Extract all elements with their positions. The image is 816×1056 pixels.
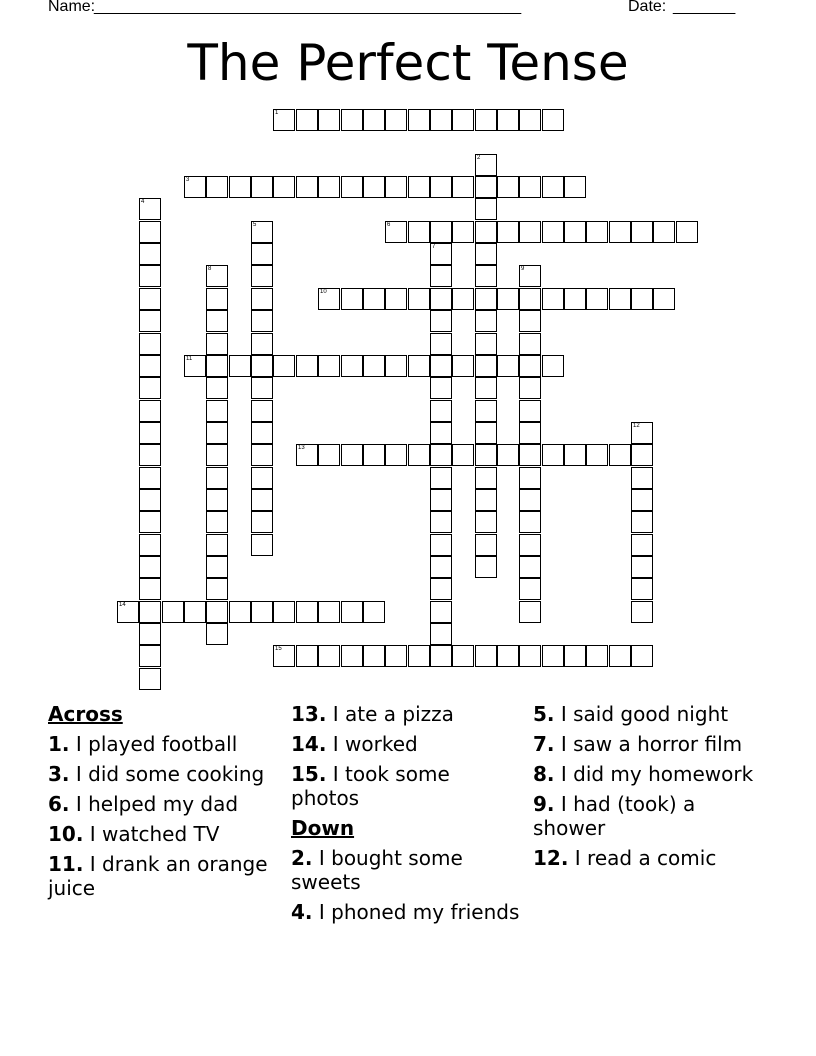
clue-number: 13.	[291, 702, 327, 726]
clue-number: 6	[387, 222, 391, 228]
grid-cell[interactable]	[519, 578, 541, 600]
grid-cell[interactable]	[519, 511, 541, 533]
grid-cell[interactable]	[251, 310, 273, 332]
grid-cell[interactable]	[296, 109, 318, 131]
grid-cell[interactable]	[586, 288, 608, 310]
grid-cell[interactable]	[139, 377, 161, 399]
grid-cell[interactable]	[139, 489, 161, 511]
grid-cell[interactable]	[318, 288, 340, 310]
grid-cell[interactable]	[497, 109, 519, 131]
grid-cell[interactable]	[430, 176, 452, 198]
grid-cell[interactable]	[139, 265, 161, 287]
clue-number: 12.	[533, 846, 569, 870]
clue-across	[48, 792, 278, 816]
grid-cell[interactable]	[206, 422, 228, 444]
clue-down	[533, 792, 763, 840]
grid-cell[interactable]	[475, 154, 497, 176]
grid-cell[interactable]	[475, 534, 497, 556]
grid-cell[interactable]	[542, 645, 564, 667]
grid-cell[interactable]	[631, 288, 653, 310]
grid-cell[interactable]	[519, 265, 541, 287]
grid-cell[interactable]	[296, 355, 318, 377]
grid-cell[interactable]	[430, 265, 452, 287]
grid-cell[interactable]	[251, 243, 273, 265]
grid-cell[interactable]	[631, 511, 653, 533]
clue-number: 12	[633, 423, 640, 429]
grid-cell[interactable]	[475, 265, 497, 287]
grid-cell[interactable]	[206, 534, 228, 556]
grid-cell[interactable]	[430, 221, 452, 243]
grid-cell[interactable]	[117, 601, 139, 623]
grid-cell[interactable]	[229, 601, 251, 623]
grid-cell[interactable]	[206, 355, 228, 377]
grid-cell[interactable]	[430, 400, 452, 422]
grid-cell[interactable]	[296, 645, 318, 667]
grid-cell[interactable]	[519, 109, 541, 131]
grid-cell[interactable]	[475, 467, 497, 489]
clue-across	[48, 822, 278, 846]
grid-cell[interactable]	[475, 310, 497, 332]
clue-number: 4	[141, 199, 145, 205]
grid-cell[interactable]	[631, 534, 653, 556]
clue-text: I phoned my friends	[312, 900, 520, 924]
grid-cell[interactable]	[251, 534, 273, 556]
grid-cell[interactable]	[184, 355, 206, 377]
grid-cell[interactable]	[206, 176, 228, 198]
clue-text: I did my homework	[554, 762, 754, 786]
grid-cell[interactable]	[430, 243, 452, 265]
grid-cell[interactable]	[341, 176, 363, 198]
grid-cell[interactable]	[341, 109, 363, 131]
grid-cell[interactable]	[363, 288, 385, 310]
grid-cell[interactable]	[206, 288, 228, 310]
grid-cell[interactable]	[139, 333, 161, 355]
grid-cell[interactable]	[139, 288, 161, 310]
grid-cell[interactable]	[475, 221, 497, 243]
grid-cell[interactable]	[452, 221, 474, 243]
grid-cell[interactable]	[631, 221, 653, 243]
grid-cell[interactable]	[430, 467, 452, 489]
name-line[interactable]: ________________________________________________	[94, 0, 522, 15]
grid-cell[interactable]	[519, 534, 541, 556]
grid-cell[interactable]	[542, 109, 564, 131]
grid-cell[interactable]	[139, 355, 161, 377]
clue-down	[291, 846, 521, 894]
clue-number: 9	[521, 266, 525, 272]
grid-cell[interactable]	[631, 601, 653, 623]
grid-cell[interactable]	[430, 534, 452, 556]
grid-cell[interactable]	[139, 243, 161, 265]
grid-cell[interactable]	[497, 645, 519, 667]
grid-cell[interactable]	[430, 377, 452, 399]
clue-text: I had (took) a shower	[533, 792, 696, 840]
clue-text: I worked	[326, 732, 418, 756]
across-heading: Across	[48, 702, 123, 726]
clue-number: 1.	[48, 732, 70, 756]
grid-cell[interactable]	[273, 355, 295, 377]
grid-cell[interactable]	[184, 601, 206, 623]
grid-cell[interactable]	[184, 176, 206, 198]
grid-cell[interactable]	[296, 601, 318, 623]
grid-cell[interactable]	[139, 623, 161, 645]
grid-cell[interactable]	[408, 109, 430, 131]
grid-cell[interactable]	[475, 489, 497, 511]
grid-cell[interactable]	[542, 355, 564, 377]
clue-number: 15.	[291, 762, 327, 786]
clue-column-3	[533, 702, 763, 876]
grid-cell[interactable]	[206, 400, 228, 422]
grid-cell[interactable]	[519, 489, 541, 511]
grid-cell[interactable]	[519, 377, 541, 399]
grid-cell[interactable]	[206, 265, 228, 287]
grid-cell[interactable]	[519, 355, 541, 377]
grid-cell[interactable]	[430, 310, 452, 332]
clue-across	[291, 762, 521, 810]
grid-cell[interactable]	[475, 355, 497, 377]
grid-cell[interactable]	[206, 467, 228, 489]
grid-cell[interactable]	[631, 422, 653, 444]
grid-cell[interactable]	[229, 355, 251, 377]
clue-across	[48, 762, 278, 786]
grid-cell[interactable]	[564, 176, 586, 198]
grid-cell[interactable]	[139, 444, 161, 466]
grid-cell[interactable]	[497, 176, 519, 198]
grid-cell[interactable]	[206, 556, 228, 578]
date-line[interactable]: _______	[673, 0, 736, 15]
grid-cell[interactable]	[452, 355, 474, 377]
grid-cell[interactable]	[408, 176, 430, 198]
clue-down	[533, 732, 763, 756]
grid-cell[interactable]	[475, 109, 497, 131]
grid-cell[interactable]	[318, 176, 340, 198]
grid-cell[interactable]	[341, 355, 363, 377]
grid-cell[interactable]	[475, 176, 497, 198]
grid-cell[interactable]	[139, 400, 161, 422]
grid-cell[interactable]	[318, 444, 340, 466]
grid-cell[interactable]	[251, 221, 273, 243]
grid-cell[interactable]	[497, 444, 519, 466]
grid-cell[interactable]	[206, 623, 228, 645]
grid-cell[interactable]	[475, 288, 497, 310]
grid-cell[interactable]	[430, 355, 452, 377]
grid-cell[interactable]	[251, 265, 273, 287]
clue-number: 8	[208, 266, 212, 272]
grid-cell[interactable]	[408, 645, 430, 667]
grid-cell[interactable]	[273, 601, 295, 623]
grid-cell[interactable]	[385, 645, 407, 667]
grid-cell[interactable]	[296, 444, 318, 466]
grid-cell[interactable]	[229, 176, 251, 198]
grid-cell[interactable]	[519, 556, 541, 578]
clue-column-2	[291, 702, 521, 930]
grid-cell[interactable]	[341, 645, 363, 667]
grid-cell[interactable]	[519, 333, 541, 355]
clue-text: I bought some sweets	[291, 846, 463, 894]
date-label: Date:	[628, 0, 667, 15]
grid-cell[interactable]	[408, 288, 430, 310]
grid-cell[interactable]	[564, 221, 586, 243]
clue-number: 8.	[533, 762, 555, 786]
grid-cell[interactable]	[251, 377, 273, 399]
grid-cell[interactable]	[139, 645, 161, 667]
page-title: The Perfect Tense	[187, 34, 629, 92]
grid-cell[interactable]	[519, 176, 541, 198]
grid-cell[interactable]	[430, 489, 452, 511]
grid-cell[interactable]	[139, 578, 161, 600]
grid-cell[interactable]	[631, 444, 653, 466]
grid-cell[interactable]	[139, 221, 161, 243]
grid-cell[interactable]	[430, 109, 452, 131]
clue-text: I drank an orange juice	[48, 852, 268, 900]
grid-cell[interactable]	[206, 333, 228, 355]
grid-cell[interactable]	[206, 444, 228, 466]
name-label: Name:	[48, 0, 96, 15]
grid-cell[interactable]	[251, 444, 273, 466]
grid-cell[interactable]	[251, 333, 273, 355]
grid-cell[interactable]	[586, 444, 608, 466]
clue-number: 10.	[48, 822, 84, 846]
grid-cell[interactable]	[609, 288, 631, 310]
grid-cell[interactable]	[341, 444, 363, 466]
grid-cell[interactable]	[206, 489, 228, 511]
grid-cell[interactable]	[430, 645, 452, 667]
grid-cell[interactable]	[139, 511, 161, 533]
grid-cell[interactable]	[206, 511, 228, 533]
grid-cell[interactable]	[586, 645, 608, 667]
grid-cell[interactable]	[653, 221, 675, 243]
grid-cell[interactable]	[519, 467, 541, 489]
clue-down	[533, 846, 763, 870]
grid-cell[interactable]	[385, 109, 407, 131]
grid-cell[interactable]	[139, 467, 161, 489]
grid-cell[interactable]	[206, 310, 228, 332]
grid-cell[interactable]	[609, 645, 631, 667]
grid-cell[interactable]	[162, 601, 184, 623]
grid-cell[interactable]	[318, 109, 340, 131]
grid-cell[interactable]	[251, 176, 273, 198]
header	[48, 0, 748, 18]
clue-number: 2.	[291, 846, 313, 870]
clue-number: 10	[320, 289, 327, 295]
grid-cell[interactable]	[475, 645, 497, 667]
clue-across	[291, 702, 521, 726]
clue-number: 9.	[533, 792, 555, 816]
clue-number: 11	[186, 356, 193, 362]
grid-cell[interactable]	[273, 176, 295, 198]
grid-cell[interactable]	[363, 109, 385, 131]
grid-cell[interactable]	[206, 377, 228, 399]
grid-cell[interactable]	[452, 288, 474, 310]
grid-cell[interactable]	[586, 221, 608, 243]
clue-number: 15	[275, 646, 282, 652]
grid-cell[interactable]	[318, 601, 340, 623]
grid-cell[interactable]	[452, 444, 474, 466]
clue-number: 5.	[533, 702, 555, 726]
grid-cell[interactable]	[475, 243, 497, 265]
clue-down	[291, 900, 521, 924]
grid-cell[interactable]	[341, 601, 363, 623]
grid-cell[interactable]	[318, 355, 340, 377]
grid-cell[interactable]	[251, 467, 273, 489]
grid-cell[interactable]	[430, 511, 452, 533]
clue-text: I helped my dad	[69, 792, 239, 816]
grid-cell[interactable]	[519, 444, 541, 466]
grid-cell[interactable]	[139, 422, 161, 444]
grid-cell[interactable]	[139, 556, 161, 578]
grid-cell[interactable]	[385, 176, 407, 198]
grid-cell[interactable]	[408, 221, 430, 243]
grid-cell[interactable]	[318, 645, 340, 667]
grid-cell[interactable]	[251, 400, 273, 422]
clue-across	[48, 732, 278, 756]
grid-cell[interactable]	[206, 601, 228, 623]
grid-cell[interactable]	[363, 355, 385, 377]
grid-cell[interactable]	[251, 511, 273, 533]
grid-cell[interactable]	[631, 467, 653, 489]
grid-cell[interactable]	[519, 288, 541, 310]
grid-cell[interactable]	[430, 444, 452, 466]
grid-cell[interactable]	[497, 288, 519, 310]
grid-cell[interactable]	[519, 400, 541, 422]
clue-number: 6.	[48, 792, 70, 816]
clue-number: 11.	[48, 852, 84, 876]
clue-text: I ate a pizza	[326, 702, 454, 726]
grid-cell[interactable]	[296, 176, 318, 198]
grid-cell[interactable]	[475, 400, 497, 422]
grid-cell[interactable]	[385, 288, 407, 310]
grid-cell[interactable]	[609, 444, 631, 466]
grid-cell[interactable]	[497, 355, 519, 377]
grid-cell[interactable]	[564, 645, 586, 667]
grid-cell[interactable]	[631, 578, 653, 600]
clue-text: I watched TV	[83, 822, 220, 846]
grid-cell[interactable]	[385, 355, 407, 377]
clue-column-1	[48, 702, 278, 906]
grid-cell[interactable]	[430, 578, 452, 600]
grid-cell[interactable]	[452, 645, 474, 667]
clue-text: I said good night	[554, 702, 729, 726]
grid-cell[interactable]	[251, 601, 273, 623]
clue-number: 14.	[291, 732, 327, 756]
grid-cell[interactable]	[251, 288, 273, 310]
grid-cell[interactable]	[542, 444, 564, 466]
clue-number: 3	[186, 177, 190, 183]
grid-cell[interactable]	[385, 221, 407, 243]
grid-cell[interactable]	[273, 645, 295, 667]
grid-cell[interactable]	[273, 109, 295, 131]
grid-cell[interactable]	[542, 221, 564, 243]
clue-down	[533, 702, 763, 726]
clue-number: 3.	[48, 762, 70, 786]
grid-cell[interactable]	[408, 355, 430, 377]
grid-cell[interactable]	[519, 310, 541, 332]
grid-cell[interactable]	[609, 221, 631, 243]
clue-text: I played football	[69, 732, 238, 756]
grid-cell[interactable]	[519, 422, 541, 444]
grid-cell[interactable]	[206, 578, 228, 600]
grid-cell[interactable]	[475, 422, 497, 444]
clue-number: 2	[477, 155, 481, 161]
grid-cell[interactable]	[385, 444, 407, 466]
grid-cell[interactable]	[251, 422, 273, 444]
grid-cell[interactable]	[139, 534, 161, 556]
grid-cell[interactable]	[408, 444, 430, 466]
down-heading: Down	[291, 816, 355, 840]
clue-number: 7.	[533, 732, 555, 756]
grid-cell[interactable]	[430, 623, 452, 645]
clue-text: I saw a horror film	[554, 732, 743, 756]
grid-cell[interactable]	[676, 221, 698, 243]
grid-cell[interactable]	[497, 221, 519, 243]
clue-number: 1	[275, 110, 279, 116]
grid-cell[interactable]	[564, 288, 586, 310]
grid-cell[interactable]	[631, 645, 653, 667]
grid-cell[interactable]	[653, 288, 675, 310]
grid-cell[interactable]	[542, 288, 564, 310]
clue-number: 14	[119, 602, 126, 608]
grid-cell[interactable]	[542, 176, 564, 198]
clue-number: 7	[432, 244, 436, 250]
clue-text: I took some photos	[291, 762, 450, 810]
grid-cell[interactable]	[452, 176, 474, 198]
clue-text: I read a comic	[568, 846, 717, 870]
grid-cell[interactable]	[430, 601, 452, 623]
grid-cell[interactable]	[341, 288, 363, 310]
grid-cell[interactable]	[430, 556, 452, 578]
clue-number: 13	[298, 445, 305, 451]
grid-cell[interactable]	[475, 444, 497, 466]
grid-cell[interactable]	[475, 511, 497, 533]
grid-cell[interactable]	[139, 668, 161, 690]
grid-cell[interactable]	[139, 198, 161, 220]
clue-text: I did some cooking	[69, 762, 265, 786]
grid-cell[interactable]	[519, 221, 541, 243]
grid-cell[interactable]	[251, 355, 273, 377]
grid-cell[interactable]	[139, 601, 161, 623]
clue-down	[533, 762, 763, 786]
grid-cell[interactable]	[430, 422, 452, 444]
grid-cell[interactable]	[475, 556, 497, 578]
clue-across	[291, 732, 521, 756]
grid-cell[interactable]	[475, 377, 497, 399]
grid-cell[interactable]	[475, 198, 497, 220]
grid-cell[interactable]	[430, 288, 452, 310]
grid-cell[interactable]	[519, 601, 541, 623]
clue-number: 4.	[291, 900, 313, 924]
grid-cell[interactable]	[363, 645, 385, 667]
grid-cell[interactable]	[452, 109, 474, 131]
grid-cell[interactable]	[519, 645, 541, 667]
clue-number: 5	[253, 222, 257, 228]
grid-cell[interactable]	[363, 601, 385, 623]
grid-cell[interactable]	[430, 333, 452, 355]
grid-cell[interactable]	[251, 489, 273, 511]
clue-across	[48, 852, 278, 900]
grid-cell[interactable]	[139, 310, 161, 332]
grid-cell[interactable]	[475, 333, 497, 355]
grid-cell[interactable]	[631, 556, 653, 578]
grid-cell[interactable]	[363, 444, 385, 466]
grid-cell[interactable]	[631, 489, 653, 511]
grid-cell[interactable]	[363, 176, 385, 198]
grid-cell[interactable]	[564, 444, 586, 466]
